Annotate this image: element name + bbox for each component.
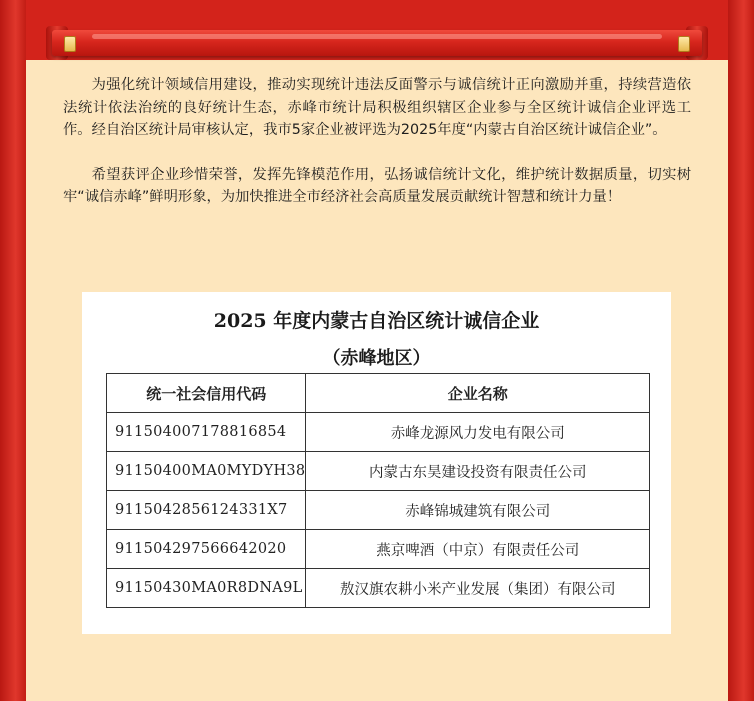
credit-code-cell: 91150400MA0MYDYH38 (107, 452, 306, 491)
gold-knob-left (64, 36, 76, 52)
credit-code-cell: 911504007178816854 (107, 413, 306, 452)
table-header-row (107, 374, 650, 413)
enterprise-list-image (82, 292, 671, 634)
credit-code-cell: 911504297566642020 (107, 530, 306, 569)
table-row (107, 413, 650, 452)
red-frame-left (0, 0, 26, 701)
paragraph-2: 希望获评企业珍惜荣誉，发挥先锋模范作用，弘扬诚信统计文化，维护统计数据质量，切实树牢“诚信赤峰”鲜明形象，为加快推进全市经济社会高质量发展贡献统计智慧和统计力量！ (63, 166, 691, 205)
content-panel (26, 60, 728, 701)
table-row (107, 569, 650, 608)
header-company-name: 企业名称 (306, 374, 650, 413)
enterprise-table (106, 373, 650, 608)
table-title: 2025 年度内蒙古自治区统计诚信企业 (213, 310, 540, 332)
company-name-cell: 赤峰龙源风力发电有限公司 (306, 413, 650, 452)
credit-code-cell: 9115042856124331X7 (107, 491, 306, 530)
scroll-top-bar (52, 30, 702, 56)
red-frame-right (728, 0, 754, 701)
table-row (107, 452, 650, 491)
paragraph-1: 为强化统计领域信用建设，推动实现统计违法反面警示与诚信统计正向激励并重，持续营造依法统计依法治统的良好统计生态，赤峰市统计局积极组织辖区企业参与全区统计诚信企业评选工作。经自治区统计局审核认定，我市5家企业被评选为2025年度“内蒙古自治区统计诚信企业”。 (63, 77, 691, 138)
company-name-cell: 燕京啤酒（中京）有限责任公司 (306, 530, 650, 569)
table-row (107, 530, 650, 569)
table-subtitle: （赤峰地区） (322, 348, 431, 369)
gold-knob-right (678, 36, 690, 52)
article-body (63, 74, 691, 209)
company-name-cell: 内蒙古东昊建设投资有限责任公司 (306, 452, 650, 491)
company-name-cell: 敖汉旗农耕小米产业发展（集团）有限公司 (306, 569, 650, 608)
company-name-cell: 赤峰锦城建筑有限公司 (306, 491, 650, 530)
table-row (107, 491, 650, 530)
credit-code-cell: 91150430MA0R8DNA9L (107, 569, 306, 608)
header-credit-code: 统一社会信用代码 (107, 374, 306, 413)
